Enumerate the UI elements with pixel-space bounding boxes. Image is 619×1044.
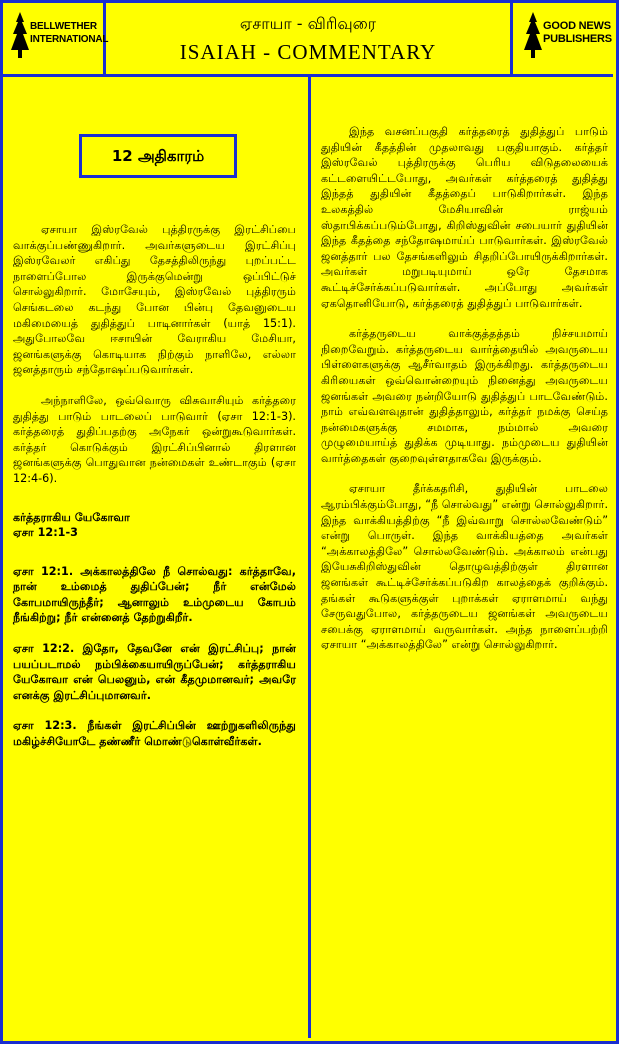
verse-12-1: ஏசா 12:1. அக்காலத்திலே நீ சொல்வது: கர்த்தாவே, நான் உம்மைத் துதிப்பேன்; நீர் என்மேல் கோபமாயிருந்தீர்; ஆனாலும் உம்முடைய கோபம் நீங்கிற்று; நீர் என்னைத் தேற்றுகிறீர்.: [13, 564, 296, 625]
left-logo-box: [0, 0, 109, 74]
good-news-tree-icon: [521, 10, 545, 60]
intro-paragraph-1: ஏசாயா இஸ்ரவேல் புத்திரருக்கு இரட்சிப்பை வாக்குப்பண்ணுகிறார். அவர்களுடைய இரட்சிப்பு இஸ்ரவேலர் எகிப்து தேசத்திலிருந்து புறப்பட்ட நாளைப்போல இருக்குமென்று ஒப்பிட்டுச் சொல்லுகிறார். மோசேயும், இஸ்ரவேல் புத்திரரும் செங்கடலை கடந்து போன பின்பு தேவனுடைய மகிமையைத் துதித்துப் பாடினார்கள் (யாத் 15:1). அதுபோலவே ஈசாயின் வேராகிய மேசியா, ஜனங்களுக்கு கொடியாக நிற்கும் நாளிலே, எல்லா ஜனத்தாரும் சந்தோஷப்படுவார்கள்.: [13, 223, 296, 377]
bellwether-logo-line1: BELLWETHER: [30, 21, 97, 32]
verse-12-3: ஏசா 12:3. நீங்கள் இரட்சிப்பின் ஊற்றுகளிலிருந்து மகிழ்ச்சியோடே தண்ணீர் மொண்டுகொள்வீர்கள்.: [13, 719, 296, 749]
good-news-logo-text: [543, 20, 612, 46]
chapter-title-box: [79, 134, 237, 178]
commentary-paragraph-2: கர்த்தருடைய வாக்குத்தத்தம் நிச்சயமாய் நிறைவேறும். கர்த்தருடைய வார்த்தையில் அவருடைய பிள்ளைகளுக்கு ஆசீர்வாதம் இருக்கிறது. கர்த்தருடைய கிரியைகள் ஒவ்வொன்றையும் நினைத்து அவருடைய ஜனங்கள் அவரை நன்றியோடு துதித்துப் பாடவேண்டும். நாம் எவ்வளவுதான் துதித்தாலும், கர்த்தர் நமக்கு செய்த நன்மைகளுக்கு சமமாக, நம்மால் அவரை முழுமையாய்த் துதிக்க முடியாது. நம்முடைய துதியின் வார்த்தைகள் குறைவுள்ளதாகவே இருக்கும்.: [321, 327, 608, 465]
header-title: [106, 0, 510, 74]
good-news-logo-line1: GOOD NEWS: [543, 20, 611, 32]
section-heading-1: கர்த்தராகிய யேகோவா: [13, 510, 130, 524]
good-news-logo-line2: PUBLISHERS: [543, 33, 612, 45]
right-column: [321, 77, 608, 653]
verse-12-2: ஏசா 12:2. இதோ, தேவனே என் இரட்சிப்பு; நான் பயப்படாமல் நம்பிக்கையாயிருப்பேன்; கர்த்தராகிய யேகோவா என் பெலனும், என் கீதமுமானவர்; அவரே எனக்கு இரட்சிப்புமானவர்.: [13, 642, 296, 702]
right-logo-box: [510, 0, 613, 74]
section-heading-2: ஏசா 12:1-3: [13, 526, 78, 540]
left-column: [13, 77, 296, 750]
chapter-title: 12 அதிகாரம்: [111, 147, 205, 165]
bellwether-ram-icon: [8, 10, 32, 60]
intro-paragraph-2: அந்நாளிலே, ஒவ்வொரு விசுவாசியும் கர்த்தரை துதித்து பாடும் பாடலைப் பாடுவார் (ஏசா 12:1-3). கர்த்தரைத் துதிப்பதற்கு அநேகர் ஒன்றுகூடுவார்கள். கர்த்தர் கொடுக்கும் இரட்சிப்பினால் திரளான ஜனங்களுக்கு பொதுவான நன்மைகள் உண்டாகும் (ஏசா 12:4-6).: [13, 393, 296, 485]
good-news-logo: [521, 10, 613, 64]
title-tamil: ஏசாயா - விரிவுரை: [239, 14, 377, 33]
bellwether-logo-text: [30, 20, 108, 46]
column-divider: [308, 74, 311, 1038]
header: [0, 0, 613, 77]
commentary-paragraph-1: இந்த வசனப்பகுதி கர்த்தரைத் துதித்துப் பாடும் துதியின் கீதத்தின் முதலாவது பகுதியாகும். கர்த்தர் இஸ்ரவேல் புத்திரருக்கு பெரிய விடுதலையைக் கட்டளையிட்டபோது, அவர்கள் கர்த்தரைத் துதித்து இந்தத் துதியின் கீதத்தைப் பாடுகிறார்கள். இந்த உலகத்தில் மேசியாவின் ராஜ்யம் ஸ்தாபிக்கப்படும்போது, கிறிஸ்துவின் சபையார் துதியின் இந்த கீதத்தை சந்தோஷமாய்ப் பாடுவார்கள். இஸ்ரவேல் ஜனத்தார் பல தேசங்களிலும் சிதறிப்போயிருக்கிறார்கள். அவர்கள் மறுபடியுமாய் ஒரே தேசமாக கூட்டிச்சேர்க்கப்படுவார்கள். அப்போது அவர்கள் ஏகதொனியோடு, கர்த்தரைத் துதித்துப் பாடுவார்கள்.: [321, 125, 608, 310]
bellwether-logo: [8, 10, 109, 64]
title-english: ISAIAH - COMMENTARY: [179, 40, 437, 64]
bellwether-logo-line2: INTERNATIONAL: [30, 34, 109, 45]
commentary-paragraph-3: ஏசாயா தீர்க்கதரிசி, துதியின் பாடலை ஆரம்பிக்கும்போது, “நீ சொல்வது” என்று சொல்லுகிறார். இந்த வாக்கியத்திற்கு “நீ இவ்வாறு சொல்லவேண்டும்” என்று பொருள். இந்த வாக்கியத்தை அவர்கள் “அக்காலத்திலே” சொல்லவேண்டும். அக்காலம் என்பது இயேசுகிறிஸ்துவின் தொழுவத்திற்குள் திரளான ஜனங்கள் கூட்டிச்சேர்க்கப்படுகிற காலத்தைக் குறிக்கும். தங்கள் கூடுகளுக்குள் புறாக்கள் ஏராளமாய் வந்து சேருவதுபோல, கர்த்தருடைய ஜனங்கள் அவருடைய சபைக்கு ஏராளமாய் வருவார்கள். அந்த நாளைப்பற்றி ஏசாயா “அக்காலத்திலே” என்று சொல்லுகிறார்.: [321, 482, 608, 652]
